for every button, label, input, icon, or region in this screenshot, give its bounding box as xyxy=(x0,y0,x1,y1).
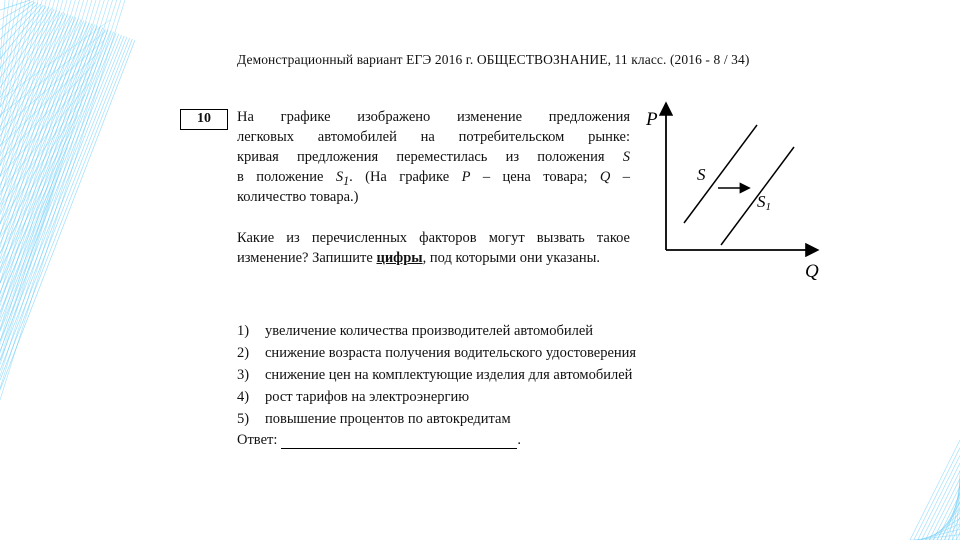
question-line-2: легковых автомобилей на потребительском рынке: xyxy=(237,129,630,145)
question-line-4: в положение $S_1$. (На графике P – цена товара; Q – xyxy=(237,169,631,188)
question-line-1: На графике изображено изменение предложения xyxy=(237,109,630,125)
question-text xyxy=(237,107,630,207)
option-5: 5) повышение процентов по автокредитам xyxy=(237,411,511,427)
supply-curve-s xyxy=(684,125,757,223)
x-axis-label: Q xyxy=(805,261,819,282)
digits-emphasis: цифры xyxy=(376,250,423,266)
supply-shift-graph xyxy=(640,95,840,290)
option-2: 2) снижение возраста получения водительского удостоверения xyxy=(237,345,637,361)
answer-options xyxy=(237,320,636,430)
y-axis-label: P xyxy=(646,109,658,130)
option-4: 4) рост тарифов на электроэнергию xyxy=(237,389,470,405)
question-line-3: кривая предложения переместилась из положения S xyxy=(237,149,630,165)
question-line-5: количество товара.) xyxy=(237,189,359,205)
curve-label-s: S xyxy=(697,165,706,184)
curve-label-s1: S1 xyxy=(757,192,771,213)
option-1: 1) увеличение количества производителей автомобилей xyxy=(237,323,594,339)
task-instruction: Какие из перечисленных факторов могут вызвать такое изменение? Запишите цифры, под которыми они указаны. xyxy=(237,230,630,266)
document-header: Демонстрационный вариант ЕГЭ 2016 г. ОБЩЕСТВОЗНАНИЕ, 11 класс. (2016 - 8 / 34) xyxy=(237,52,750,67)
question-number-box: 10 xyxy=(180,109,228,130)
answer-label: Ответ: xyxy=(237,432,278,448)
option-3: 3) снижение цен на комплектующие изделия для автомобилей xyxy=(237,367,633,383)
decorative-corner-pattern xyxy=(890,430,960,540)
answer-field[interactable]: Ответ: . xyxy=(237,432,521,448)
answer-blank-line[interactable] xyxy=(281,434,517,449)
decorative-wireframe-pattern xyxy=(0,0,135,400)
